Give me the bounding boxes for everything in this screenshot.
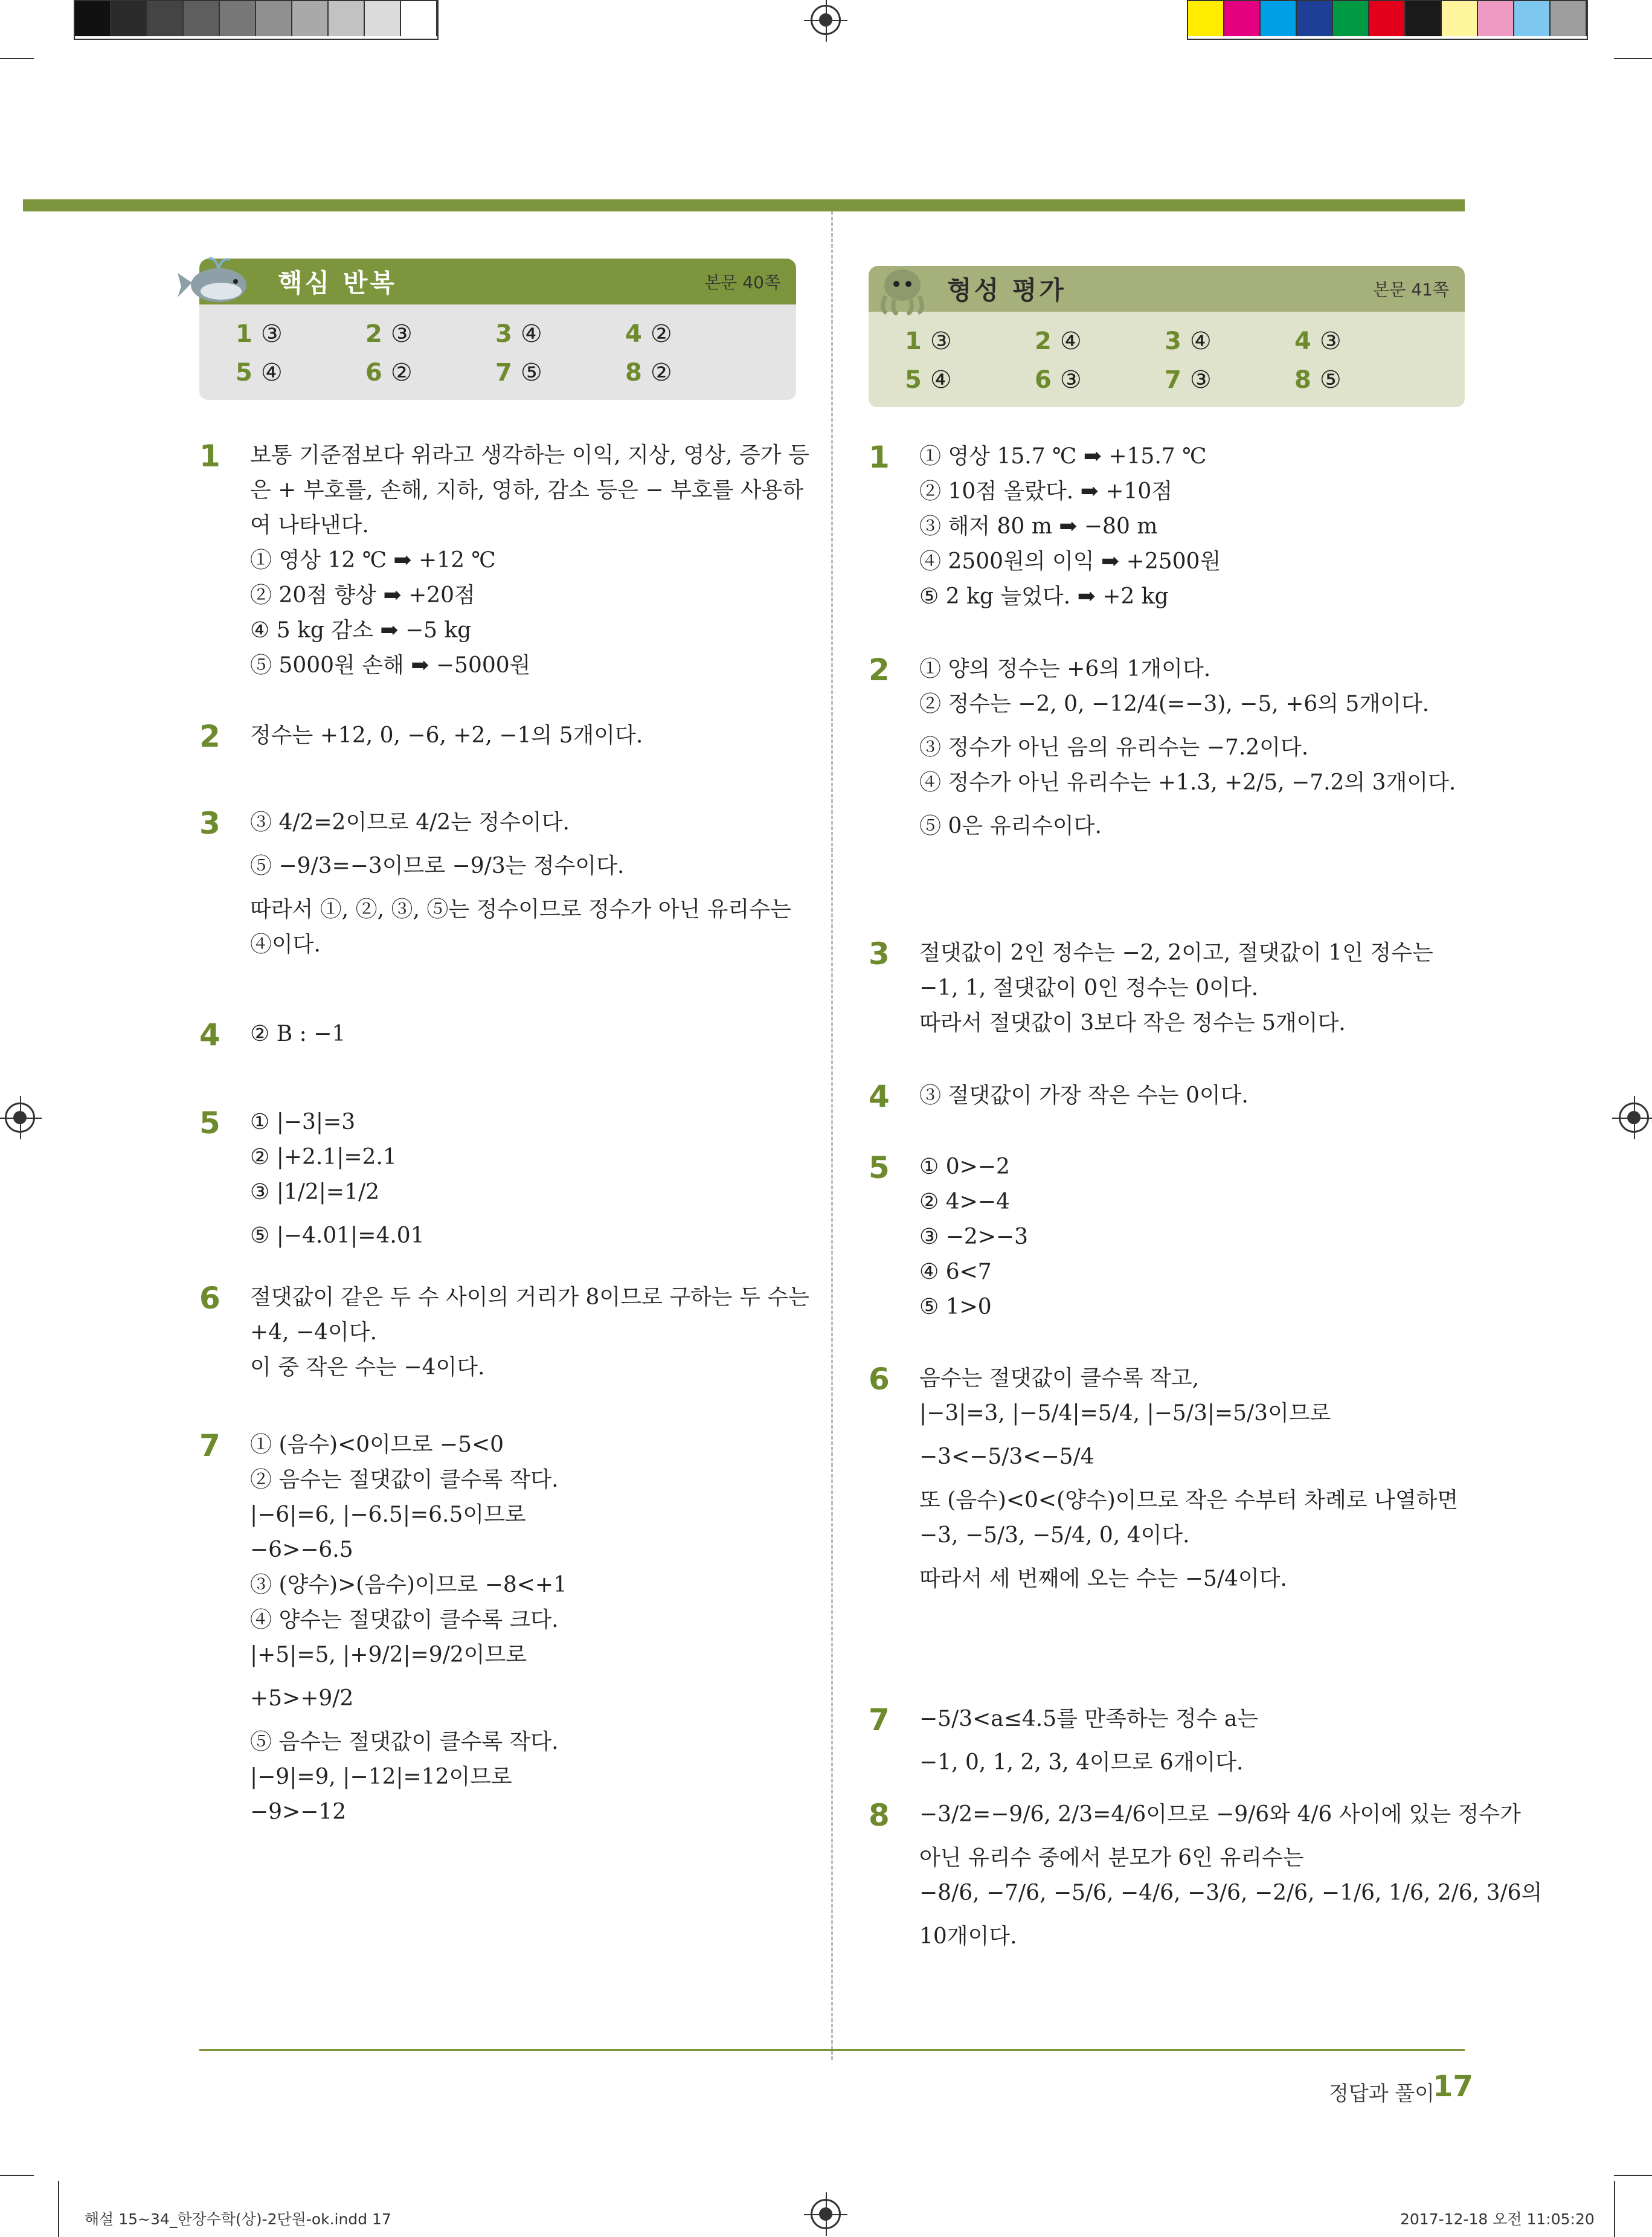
solution-line: −5/3<a≤4.5를 만족하는 정수 a는 [919, 1707, 1259, 1731]
color-swatch [184, 1, 220, 36]
solution-line: 정수는 +12, 0, −6, +2, −1의 5개이다. [250, 723, 643, 748]
answer-choice: ④ [260, 359, 283, 387]
top-accent-bar [23, 199, 1465, 211]
color-swatch [256, 1, 292, 36]
answer-item [625, 359, 755, 387]
solution-line: +4, −4이다. [250, 1320, 378, 1345]
answer-item [905, 327, 1035, 355]
solution-line: ④ 6<7 [919, 1260, 992, 1284]
solution-line: ③ |1/2|=1/2 [250, 1180, 380, 1205]
solution-line: |−6|=6, |−6.5|=6.5이므로 [250, 1502, 526, 1527]
solution-line: ③ 해저 80 m ➡ −80 m [919, 514, 1158, 539]
registration-mark-right-icon [1619, 1102, 1649, 1133]
solution-line: −3/2=−9/6, 2/3=4/6이므로 −9/6와 4/6 사이에 있는 정수가 [919, 1802, 1521, 1827]
answer-item [625, 320, 755, 348]
answer-number: 3 [1165, 327, 1181, 355]
slug-file-info: 해설 15~34_한장수학(상)-2단원-ok.indd 17 [85, 2210, 391, 2228]
color-swatch [1224, 1, 1261, 36]
solution-line: ② B : −1 [250, 1022, 346, 1046]
core-review-title: 핵심 반복 [278, 268, 397, 298]
solution-line: ④ 2500원의 이익 ➡ +2500원 [919, 549, 1221, 574]
solution-line: ② 20점 향상 ➡ +20점 [250, 583, 475, 608]
solution-line: 은 + 부호를, 손해, 지하, 영하, 감소 등은 − 부호를 사용하 [250, 478, 804, 503]
solution-line: |−3|=3, |−5/4|=5/4, |−5/3|=5/3이므로 [919, 1401, 1331, 1426]
core-review-page-ref: 본문 40쪽 [704, 272, 780, 292]
answer-item [1035, 327, 1165, 355]
answer-choice: ④ [930, 366, 952, 394]
grayscale-color-bar [74, 0, 439, 40]
answer-choice: ④ [520, 320, 542, 348]
solution-line: ② 음수는 절댓값이 클수록 작다. [250, 1467, 559, 1492]
octopus-icon [873, 267, 931, 318]
solution-line: 또 (음수)<0<(양수)이므로 작은 수부터 차례로 나열하면 [919, 1488, 1459, 1513]
crop-mark [1614, 2181, 1615, 2237]
solution-line: 따라서 절댓값이 3보다 작은 정수는 5개이다. [919, 1011, 1346, 1035]
answer-number: 3 [495, 320, 512, 348]
color-swatch [1369, 1, 1406, 36]
registration-mark-bottom-icon [811, 2199, 841, 2229]
footer-label: 정답과 풀이 [1329, 2082, 1435, 2106]
solution-line: ① (음수)<0이므로 −5<0 [250, 1432, 504, 1457]
color-swatch [147, 1, 184, 36]
answer-choice: ③ [1189, 366, 1212, 394]
solution-line: ⑤ 2 kg 늘었다. ➡ +2 kg [919, 584, 1169, 609]
color-swatch [365, 1, 401, 36]
solution-line: +5>+9/2 [250, 1686, 354, 1711]
answer-number: 1 [236, 320, 252, 348]
answer-number: 2 [1035, 327, 1052, 355]
answer-number: 6 [365, 359, 382, 387]
formative-assessment-answer-grid [869, 312, 1465, 407]
answer-choice: ④ [1189, 327, 1212, 355]
column-divider [831, 211, 833, 2060]
answer-item [365, 320, 495, 348]
color-swatch [220, 1, 256, 36]
solution-line: ⑤ 5000원 손해 ➡ −5000원 [250, 653, 531, 678]
solution-line: ① 0>−2 [919, 1154, 1010, 1179]
answer-number: 8 [625, 359, 642, 387]
solution-line: ① 양의 정수는 +6의 1개이다. [919, 657, 1211, 681]
solution-line: 따라서 ①, ②, ③, ⑤는 정수이므로 정수가 아닌 유리수는 [250, 897, 791, 922]
slug-timestamp: 2017-12-18 오전 11:05:20 [1400, 2210, 1595, 2228]
color-swatch [329, 1, 365, 36]
color-swatch [1478, 1, 1514, 36]
color-swatch [1514, 1, 1551, 36]
solution-line: −6>−6.5 [250, 1537, 353, 1562]
problem-number: 4 [199, 1017, 220, 1052]
answer-item [1294, 327, 1424, 355]
solution-line: ③ 4/2=2이므로 4/2는 정수이다. [250, 810, 570, 835]
answer-item [1165, 327, 1294, 355]
solution-line: ④이다. [250, 932, 321, 957]
process-color-bar [1187, 0, 1588, 40]
color-swatch [1261, 1, 1297, 36]
color-swatch [1551, 1, 1587, 36]
answer-choice: ⑤ [1319, 366, 1342, 394]
solution-line: ⑤ 음수는 절댓값이 클수록 작다. [250, 1730, 559, 1754]
registration-mark-left-icon [5, 1102, 35, 1133]
solution-line: 여 나타낸다. [250, 513, 369, 538]
answer-item [1165, 366, 1294, 394]
solution-line: ④ 5 kg 감소 ➡ −5 kg [250, 618, 472, 643]
answer-choice: ③ [1319, 327, 1342, 355]
solution-line: ② |+2.1|=2.1 [250, 1145, 397, 1170]
solution-line: ② 4>−4 [919, 1189, 1010, 1214]
formative-assessment-header [869, 266, 1465, 312]
solution-line: ③ −2>−3 [919, 1225, 1029, 1249]
answer-number: 4 [625, 320, 642, 348]
color-swatch [75, 1, 111, 36]
formative-assessment-page-ref: 본문 41쪽 [1373, 280, 1449, 300]
solution-line: ② 정수는 −2, 0, −12/4(=−3), −5, +6의 5개이다. [919, 692, 1430, 716]
answer-choice: ② [390, 359, 413, 387]
answer-choice: ② [650, 359, 672, 387]
answer-choice: ④ [1059, 327, 1082, 355]
solution-line: 이 중 작은 수는 −4이다. [250, 1355, 485, 1380]
problem-number: 5 [869, 1150, 890, 1185]
color-swatch [1333, 1, 1369, 36]
formative-assessment-title: 형성 평가 [947, 275, 1066, 305]
answer-choice: ⑤ [520, 359, 542, 387]
solution-line: ⑤ |−4.01|=4.01 [250, 1223, 425, 1248]
answer-item [495, 359, 625, 387]
answer-number: 5 [236, 359, 252, 387]
solution-line: ④ 양수는 절댓값이 클수록 크다. [250, 1608, 559, 1632]
solution-line: 아닌 유리수 중에서 분모가 6인 유리수는 [919, 1846, 1304, 1870]
registration-mark-top-icon [811, 5, 841, 35]
answer-choice: ③ [930, 327, 952, 355]
crop-mark [1614, 2175, 1652, 2176]
problem-number: 2 [869, 652, 890, 687]
solution-line: 따라서 세 번째에 오는 수는 −5/4이다. [919, 1566, 1287, 1591]
solution-line: 절댓값이 2인 정수는 −2, 2이고, 절댓값이 1인 정수는 [919, 941, 1433, 965]
solution-line: ⑤ 0은 유리수이다. [919, 814, 1102, 838]
problem-number: 3 [869, 936, 890, 971]
solution-line: ① |−3|=3 [250, 1110, 356, 1135]
solution-line: ③ 절댓값이 가장 작은 수는 0이다. [919, 1083, 1249, 1108]
solution-line: −3, −5/3, −5/4, 0, 4이다. [919, 1523, 1190, 1548]
solution-line: −1, 1, 절댓값이 0인 정수는 0이다. [919, 976, 1259, 1000]
problem-number: 5 [199, 1106, 220, 1141]
solution-line: |−9|=9, |−12|=12이므로 [250, 1765, 512, 1789]
color-swatch [1297, 1, 1333, 36]
answer-number: 5 [905, 366, 922, 394]
problem-number: 3 [199, 806, 220, 841]
solution-line: −9>−12 [250, 1800, 347, 1824]
solution-line: 절댓값이 같은 두 수 사이의 거리가 8이므로 구하는 두 수는 [250, 1285, 809, 1310]
solution-line: ④ 정수가 아닌 유리수는 +1.3, +2/5, −7.2의 3개이다. [919, 770, 1456, 795]
problem-number: 6 [869, 1362, 890, 1397]
solution-line: −1, 0, 1, 2, 3, 4이므로 6개이다. [919, 1750, 1244, 1775]
answer-item [1294, 366, 1424, 394]
solution-line: ③ 정수가 아닌 음의 유리수는 −7.2이다. [919, 735, 1309, 760]
problem-number: 8 [869, 1798, 890, 1833]
answer-number: 8 [1294, 366, 1311, 394]
answer-number: 6 [1035, 366, 1052, 394]
answer-number: 2 [365, 320, 382, 348]
problem-number: 7 [869, 1702, 890, 1737]
solution-line: ① 영상 12 ℃ ➡ +12 ℃ [250, 548, 496, 573]
answer-number: 4 [1294, 327, 1311, 355]
whale-icon [176, 255, 249, 309]
solution-line: ⑤ −9/3=−3이므로 −9/3는 정수이다. [250, 854, 625, 878]
answer-choice: ③ [390, 320, 413, 348]
answer-choice: ③ [260, 320, 283, 348]
solution-line: ① 영상 15.7 ℃ ➡ +15.7 ℃ [919, 444, 1207, 469]
color-swatch [1406, 1, 1442, 36]
color-swatch [292, 1, 329, 36]
answer-number: 7 [1165, 366, 1181, 394]
problem-number: 1 [199, 439, 220, 474]
solution-line: ③ (양수)>(음수)이므로 −8<+1 [250, 1572, 567, 1597]
answer-item [495, 320, 625, 348]
solution-line: ② 10점 올랐다. ➡ +10점 [919, 479, 1173, 504]
color-swatch [401, 1, 437, 36]
right-column [869, 266, 1543, 1949]
problem-number: 7 [199, 1428, 220, 1463]
color-swatch [111, 1, 147, 36]
crop-mark [0, 58, 34, 59]
core-review-header [199, 259, 796, 304]
answer-choice: ③ [1059, 366, 1082, 394]
solution-line: 보통 기준점보다 위라고 생각하는 이익, 지상, 영상, 증가 등 [250, 443, 809, 468]
crop-mark [1614, 58, 1652, 59]
color-swatch [1188, 1, 1224, 36]
problem-number: 6 [199, 1281, 220, 1316]
left-column [199, 259, 809, 1824]
solution-line: ⑤ 1>0 [919, 1295, 992, 1319]
solution-line: −3<−5/3<−5/4 [919, 1444, 1094, 1469]
answer-choice: ② [650, 320, 672, 348]
answer-item [365, 359, 495, 387]
footer-rule [199, 2049, 1465, 2051]
solution-line: 음수는 절댓값이 클수록 작고, [919, 1366, 1200, 1391]
problem-number: 4 [869, 1079, 890, 1114]
color-swatch [1442, 1, 1478, 36]
answer-item [905, 366, 1035, 394]
problem-number: 2 [199, 719, 220, 754]
solution-line: |+5|=5, |+9/2|=9/2이므로 [250, 1643, 527, 1667]
crop-mark [58, 2181, 59, 2237]
answer-item [1035, 366, 1165, 394]
solution-line: 10개이다. [919, 1924, 1017, 1949]
problem-number: 1 [869, 440, 890, 475]
crop-mark [0, 2175, 34, 2176]
answer-number: 7 [495, 359, 512, 387]
answer-number: 1 [905, 327, 922, 355]
answer-item [236, 320, 365, 348]
answer-item [236, 359, 365, 387]
solution-line: −8/6, −7/6, −5/6, −4/6, −3/6, −2/6, −1/6, 1/6, 2/6, 3/6의 [919, 1881, 1543, 1905]
core-review-answer-grid [199, 304, 796, 400]
page-number: 17 [1433, 2070, 1473, 2103]
